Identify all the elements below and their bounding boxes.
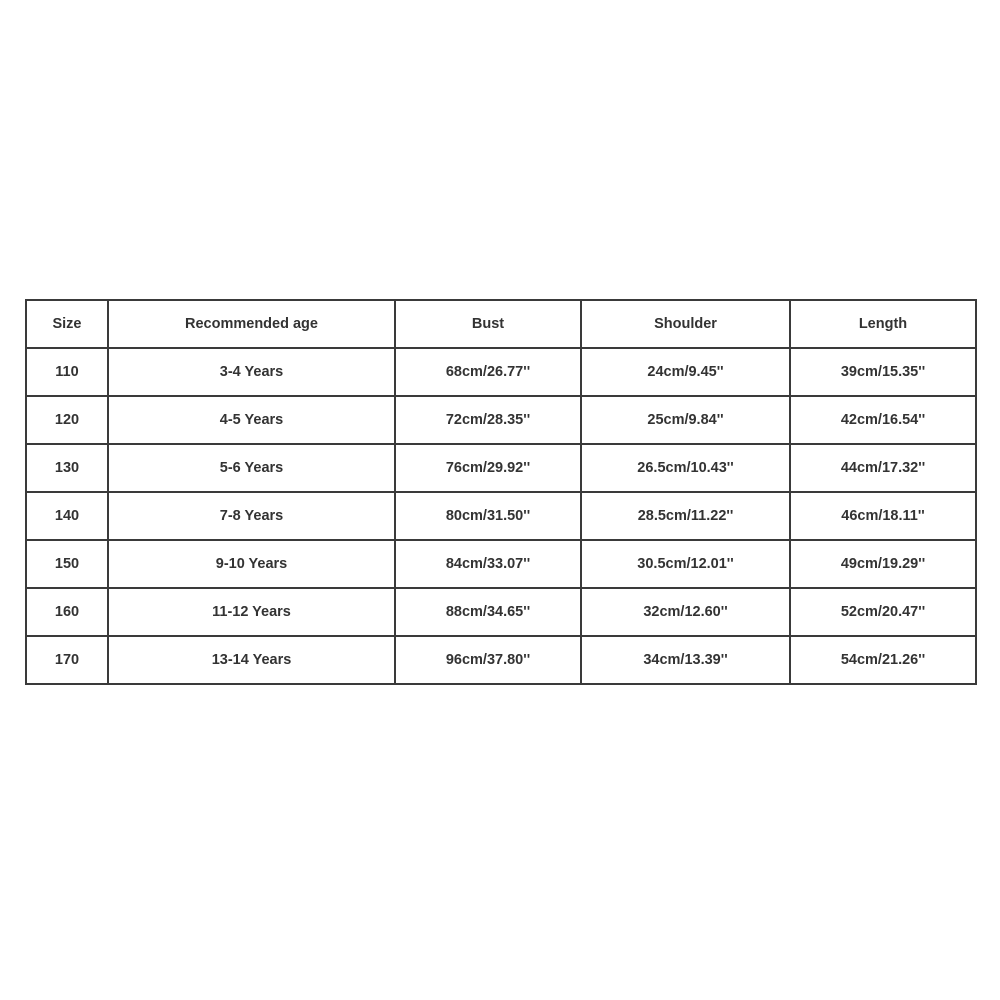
header-bust: Bust bbox=[395, 300, 581, 348]
cell-bust: 80cm/31.50'' bbox=[395, 492, 581, 540]
cell-age: 13-14 Years bbox=[108, 636, 395, 684]
cell-age: 4-5 Years bbox=[108, 396, 395, 444]
cell-age: 11-12 Years bbox=[108, 588, 395, 636]
table-row bbox=[26, 348, 976, 396]
cell-shoulder: 24cm/9.45'' bbox=[581, 348, 790, 396]
cell-size: 130 bbox=[26, 444, 108, 492]
header-length: Length bbox=[790, 300, 976, 348]
cell-bust: 72cm/28.35'' bbox=[395, 396, 581, 444]
cell-shoulder: 25cm/9.84'' bbox=[581, 396, 790, 444]
table-row bbox=[26, 588, 976, 636]
cell-length: 49cm/19.29'' bbox=[790, 540, 976, 588]
cell-shoulder: 26.5cm/10.43'' bbox=[581, 444, 790, 492]
cell-bust: 88cm/34.65'' bbox=[395, 588, 581, 636]
cell-length: 44cm/17.32'' bbox=[790, 444, 976, 492]
cell-age: 5-6 Years bbox=[108, 444, 395, 492]
cell-size: 140 bbox=[26, 492, 108, 540]
table-row bbox=[26, 492, 976, 540]
cell-age: 7-8 Years bbox=[108, 492, 395, 540]
size-chart-table bbox=[25, 299, 977, 685]
header-row bbox=[26, 300, 976, 348]
cell-shoulder: 28.5cm/11.22'' bbox=[581, 492, 790, 540]
cell-shoulder: 34cm/13.39'' bbox=[581, 636, 790, 684]
cell-bust: 84cm/33.07'' bbox=[395, 540, 581, 588]
header-recommended-age: Recommended age bbox=[108, 300, 395, 348]
table-row bbox=[26, 540, 976, 588]
cell-bust: 68cm/26.77'' bbox=[395, 348, 581, 396]
cell-size: 120 bbox=[26, 396, 108, 444]
cell-length: 39cm/15.35'' bbox=[790, 348, 976, 396]
table-row bbox=[26, 636, 976, 684]
header-size: Size bbox=[26, 300, 108, 348]
cell-length: 54cm/21.26'' bbox=[790, 636, 976, 684]
cell-shoulder: 30.5cm/12.01'' bbox=[581, 540, 790, 588]
header-shoulder: Shoulder bbox=[581, 300, 790, 348]
table-row bbox=[26, 396, 976, 444]
cell-length: 46cm/18.11'' bbox=[790, 492, 976, 540]
cell-size: 110 bbox=[26, 348, 108, 396]
cell-shoulder: 32cm/12.60'' bbox=[581, 588, 790, 636]
cell-length: 42cm/16.54'' bbox=[790, 396, 976, 444]
cell-bust: 96cm/37.80'' bbox=[395, 636, 581, 684]
cell-size: 170 bbox=[26, 636, 108, 684]
cell-size: 160 bbox=[26, 588, 108, 636]
cell-length: 52cm/20.47'' bbox=[790, 588, 976, 636]
cell-age: 9-10 Years bbox=[108, 540, 395, 588]
cell-bust: 76cm/29.92'' bbox=[395, 444, 581, 492]
cell-age: 3-4 Years bbox=[108, 348, 395, 396]
cell-size: 150 bbox=[26, 540, 108, 588]
table-row bbox=[26, 444, 976, 492]
